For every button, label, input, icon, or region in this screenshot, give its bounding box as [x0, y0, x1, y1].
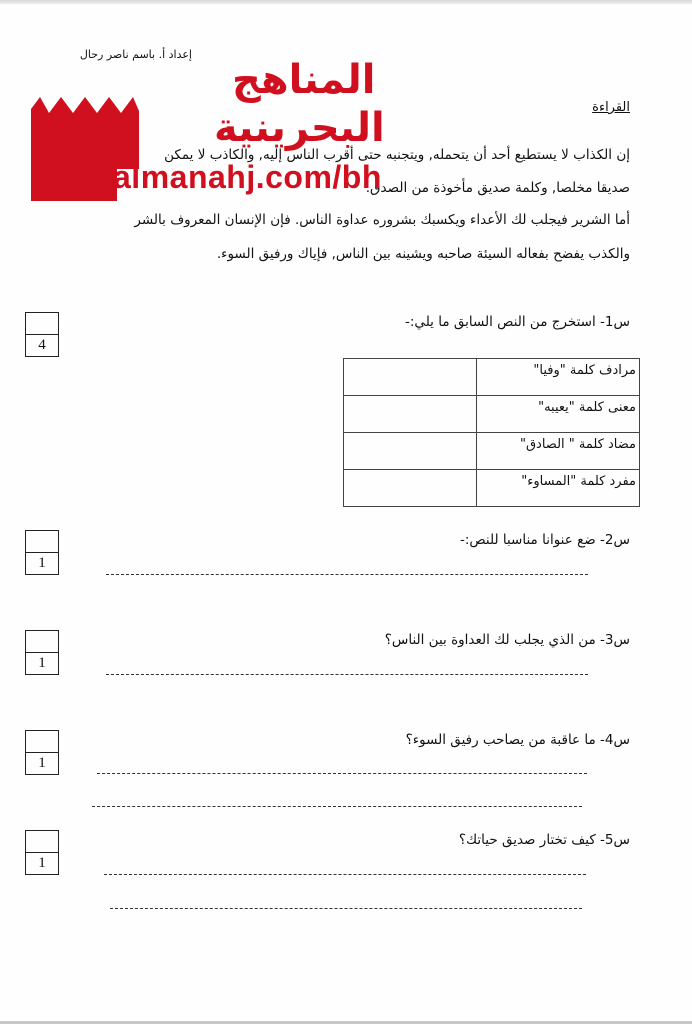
- score-max: 4: [38, 337, 46, 353]
- table-answer-cell[interactable]: [344, 433, 477, 470]
- answer-line[interactable]: [92, 806, 582, 807]
- watermark-title-line1: المناهج: [232, 57, 376, 103]
- score-earned-field[interactable]: [26, 831, 58, 853]
- answer-line[interactable]: [97, 773, 587, 774]
- watermark-title-line2: البحرينية: [214, 105, 385, 151]
- score-box-q2: [25, 530, 59, 575]
- passage-line: صديقا مخلصا, وكلمة صديق مأخوذة من الصدق.: [365, 180, 630, 196]
- score-max: 1: [38, 655, 46, 671]
- answer-line[interactable]: [104, 874, 586, 875]
- score-earned-field[interactable]: [26, 313, 58, 335]
- question-2-text: س2- ضع عنوانا مناسبا للنص:-: [459, 532, 630, 548]
- table-row: [344, 396, 640, 433]
- table-answer-cell[interactable]: [344, 396, 477, 433]
- table-row: [344, 359, 640, 396]
- table-label-cell: مفرد كلمة "المساوء": [476, 470, 639, 507]
- score-max: 1: [38, 755, 46, 771]
- answer-line[interactable]: [106, 674, 588, 675]
- table-label-cell: مضاد كلمة " الصادق": [476, 433, 639, 470]
- section-title: القراءة: [592, 100, 630, 115]
- answer-line[interactable]: [110, 908, 582, 909]
- table-label-cell: مرادف كلمة "وفيا": [476, 359, 639, 396]
- q1-answer-table: [343, 358, 640, 507]
- score-box-q5: [25, 830, 59, 875]
- answer-line[interactable]: [106, 574, 588, 575]
- passage-line: أما الشرير فيجلب لك الأعداء ويكسبك بشروره عداوة الناس. فإن الإنسان المعروف بالشر: [134, 212, 630, 228]
- author-credit: إعداد أ. باسم ناصر رحال: [79, 48, 192, 61]
- table-row: [344, 433, 640, 470]
- table-answer-cell[interactable]: [344, 470, 477, 507]
- table-label-cell: معنى كلمة "يعيبه": [476, 396, 639, 433]
- table-answer-cell[interactable]: [344, 359, 477, 396]
- page-top-edge: [0, 0, 692, 4]
- passage-line: إن الكذاب لا يستطيع أحد أن يتحمله, ويتجنبه حتى أقرب الناس إليه, والكاذب لا يمكن: [164, 147, 630, 163]
- score-box-q4: [25, 730, 59, 775]
- score-box-q3: [25, 630, 59, 675]
- watermark-url: almanahj.com/bh: [113, 159, 382, 195]
- score-box-q1: [25, 312, 59, 357]
- question-1-text: س1- استخرج من النص السابق ما يلي:-: [405, 314, 630, 330]
- score-max: 1: [38, 555, 46, 571]
- question-4-text: س4- ما عاقبة من يصاحب رفيق السوء؟: [405, 732, 630, 748]
- table-row: [344, 470, 640, 507]
- score-earned-field[interactable]: [26, 631, 58, 653]
- question-3-text: س3- من الذي يجلب لك العداوة بين الناس؟: [384, 632, 630, 648]
- passage-line: والكذب يفضح بفعاله السيئة صاحبه ويشينه بين الناس, فإياك ورفيق السوء.: [216, 246, 630, 262]
- score-max: 1: [38, 855, 46, 871]
- score-earned-field[interactable]: [26, 531, 58, 553]
- score-earned-field[interactable]: [26, 731, 58, 753]
- question-5-text: س5- كيف تختار صديق حياتك؟: [458, 832, 630, 848]
